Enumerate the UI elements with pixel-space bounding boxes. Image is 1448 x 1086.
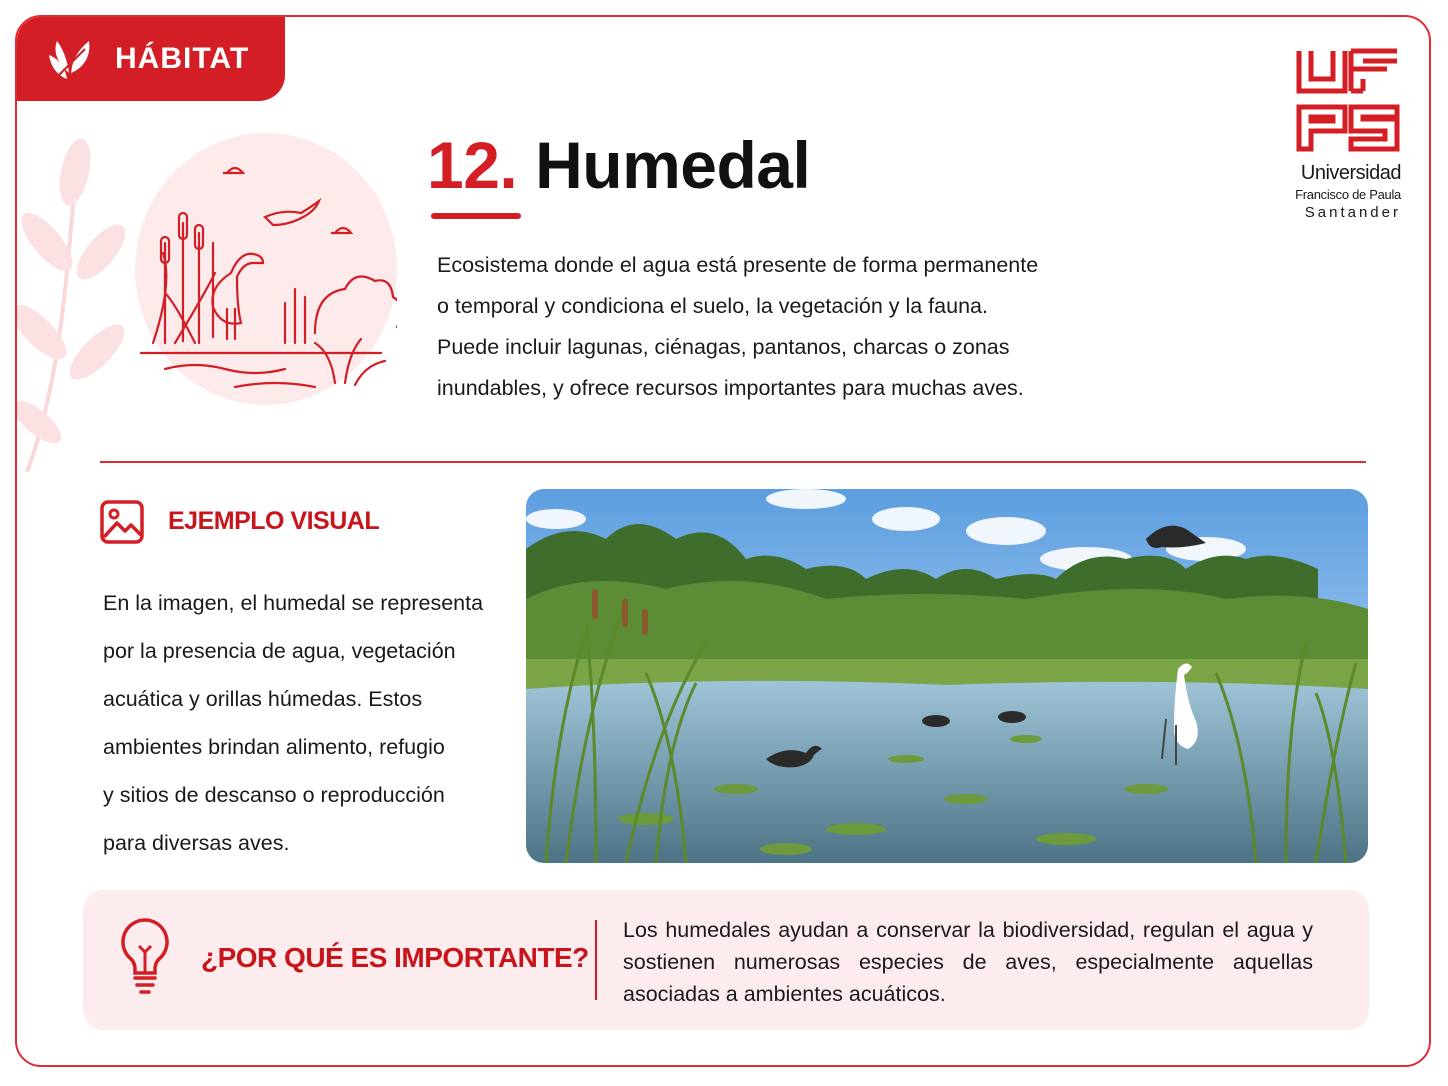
example-line: acuática y orillas húmedas. Estos xyxy=(103,687,423,711)
intro-line: Ecosistema donde el agua está presente de forma permanente xyxy=(437,253,1039,277)
example-line: para diversas aves. xyxy=(103,831,290,855)
habitat-tab xyxy=(17,17,285,101)
leaf-icon xyxy=(45,33,97,85)
title-number: 12. xyxy=(427,128,518,202)
wetland-illustration xyxy=(135,133,397,405)
logo-subname: Francisco de Paula xyxy=(1295,187,1401,202)
university-logo xyxy=(1285,47,1401,221)
intro-line: o temporal y condiciona el suelo, la vegetación y la fauna. xyxy=(437,294,988,318)
importance-separator xyxy=(595,920,597,1000)
importance-box xyxy=(83,890,1369,1030)
importance-text: Los humedales ayudan a conservar la biodiversidad, regulan el agua y sostienen numerosas especies de aves, especialmente aquellas asociadas a ambientes acuáticos. xyxy=(623,918,1313,1006)
logo-city: Santander xyxy=(1304,204,1401,221)
importance-heading: ¿POR QUÉ ES IMPORTANTE? xyxy=(201,942,589,973)
example-heading: EJEMPLO VISUAL xyxy=(168,507,380,535)
decorative-leaves xyxy=(17,132,137,472)
tab-label: HÁBITAT xyxy=(115,42,250,75)
lightbulb-icon xyxy=(117,916,173,996)
page-title xyxy=(427,129,810,202)
intro-text xyxy=(437,245,1117,409)
example-line: por la presencia de agua, vegetación xyxy=(103,639,456,663)
logo-name: Universidad xyxy=(1300,162,1401,184)
example-line: ambientes brindan alimento, refugio xyxy=(103,735,445,759)
example-text xyxy=(103,579,513,867)
ufps-logo-mark xyxy=(1295,47,1401,153)
intro-line: Puede incluir lagunas, ciénagas, pantanos, charcas o zonas xyxy=(437,335,1010,359)
example-line: y sitios de descanso o reproducción xyxy=(103,783,445,807)
title-underline xyxy=(431,213,521,219)
section-divider xyxy=(100,461,1366,463)
habitat-card xyxy=(15,15,1431,1067)
intro-line: inundables, y ofrece recursos importantes para muchas aves. xyxy=(437,376,1024,400)
wetland-photo xyxy=(526,489,1368,863)
example-line: En la imagen, el humedal se representa xyxy=(103,591,484,615)
image-icon xyxy=(99,499,145,545)
title-name: Humedal xyxy=(535,128,811,202)
